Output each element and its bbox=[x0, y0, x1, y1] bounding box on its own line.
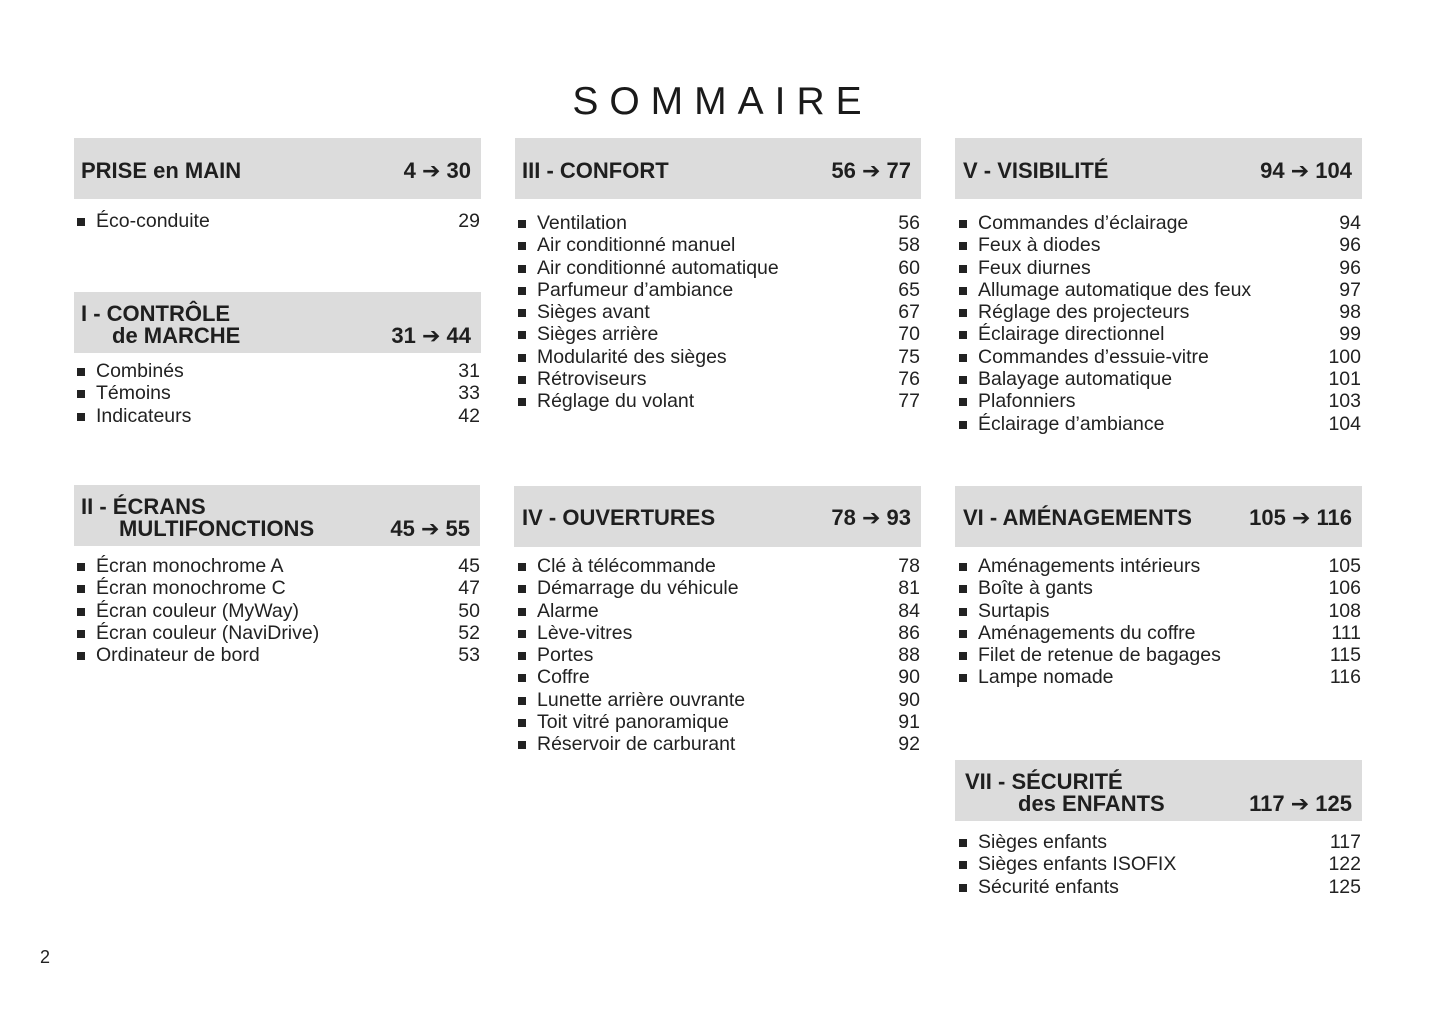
section-page-range: 117 ➔ 125 bbox=[1249, 791, 1352, 816]
list-item[interactable]: Plafonniers 103 bbox=[956, 390, 1361, 412]
section-title: VI - AMÉNAGEMENTS bbox=[963, 505, 1192, 530]
list-item[interactable]: Allumage automatique des feux 97 bbox=[956, 279, 1361, 301]
square-bullet-icon bbox=[959, 652, 967, 660]
list-item[interactable]: Indicateurs 42 bbox=[74, 405, 480, 427]
section-page-range: 78 ➔ 93 bbox=[831, 505, 911, 530]
section-list-ecrans-multifonctions bbox=[74, 555, 480, 666]
square-bullet-icon bbox=[518, 287, 526, 295]
section-page-range: 56 ➔ 77 bbox=[831, 158, 911, 183]
square-bullet-icon bbox=[518, 220, 526, 228]
list-item[interactable]: Balayage automatique 101 bbox=[956, 368, 1361, 390]
square-bullet-icon bbox=[518, 265, 526, 273]
list-item[interactable]: Coffre 90 bbox=[515, 666, 920, 688]
section-page-range: 105 ➔ 116 bbox=[1249, 505, 1352, 530]
list-item[interactable]: Écran couleur (MyWay) 50 bbox=[74, 600, 480, 622]
list-item[interactable]: Toit vitré panoramique 91 bbox=[515, 711, 920, 733]
section-header-controle-de-marche[interactable] bbox=[74, 292, 481, 353]
list-item[interactable]: Écran couleur (NaviDrive) 52 bbox=[74, 622, 480, 644]
section-title: III - CONFORT bbox=[522, 158, 669, 183]
square-bullet-icon bbox=[518, 331, 526, 339]
list-item[interactable]: Feux à diodes 96 bbox=[956, 234, 1361, 256]
square-bullet-icon bbox=[518, 719, 526, 727]
list-item[interactable]: Rétroviseurs 76 bbox=[515, 368, 920, 390]
square-bullet-icon bbox=[518, 608, 526, 616]
list-item[interactable]: Sièges arrière 70 bbox=[515, 323, 920, 345]
section-list-amenagements bbox=[956, 555, 1361, 689]
section-title-line2: de MARCHE bbox=[112, 323, 241, 348]
square-bullet-icon bbox=[518, 309, 526, 317]
list-item[interactable]: Aménagements du coffre 111 bbox=[956, 622, 1361, 644]
square-bullet-icon bbox=[959, 563, 967, 571]
list-item[interactable]: Éclairage d’ambiance 104 bbox=[956, 413, 1361, 435]
list-item[interactable]: Parfumeur d’ambiance 65 bbox=[515, 279, 920, 301]
square-bullet-icon bbox=[518, 242, 526, 250]
square-bullet-icon bbox=[518, 741, 526, 749]
square-bullet-icon bbox=[518, 674, 526, 682]
list-item[interactable]: Écran monochrome C 47 bbox=[74, 577, 480, 599]
section-list-controle-de-marche bbox=[74, 360, 480, 427]
square-bullet-icon bbox=[959, 354, 967, 362]
square-bullet-icon bbox=[77, 368, 85, 376]
page-number: 2 bbox=[40, 947, 51, 967]
square-bullet-icon bbox=[518, 585, 526, 593]
section-title-line1: VII - SÉCURITÉ bbox=[965, 769, 1123, 794]
section-header-ecrans-multifonctions[interactable] bbox=[74, 485, 480, 546]
list-item[interactable]: Éco-conduite 29 bbox=[74, 210, 480, 232]
list-item[interactable]: Alarme 84 bbox=[515, 600, 920, 622]
square-bullet-icon bbox=[959, 309, 967, 317]
list-item[interactable]: Lampe nomade 116 bbox=[956, 666, 1361, 688]
square-bullet-icon bbox=[77, 563, 85, 571]
square-bullet-icon bbox=[959, 421, 967, 429]
square-bullet-icon bbox=[518, 652, 526, 660]
square-bullet-icon bbox=[518, 563, 526, 571]
square-bullet-icon bbox=[959, 630, 967, 638]
list-item[interactable]: Filet de retenue de bagages 115 bbox=[956, 644, 1361, 666]
square-bullet-icon bbox=[77, 218, 85, 226]
list-item[interactable]: Sièges avant 67 bbox=[515, 301, 920, 323]
square-bullet-icon bbox=[959, 265, 967, 273]
list-item[interactable]: Feux diurnes 96 bbox=[956, 257, 1361, 279]
section-title: V - VISIBILITÉ bbox=[963, 158, 1109, 183]
list-item[interactable]: Réservoir de carburant 92 bbox=[515, 733, 920, 755]
list-item[interactable]: Modularité des sièges 75 bbox=[515, 346, 920, 368]
square-bullet-icon bbox=[77, 585, 85, 593]
section-title-line2: des ENFANTS bbox=[1018, 791, 1165, 816]
section-header-amenagements[interactable] bbox=[955, 486, 1362, 547]
list-item[interactable]: Air conditionné automatique 60 bbox=[515, 257, 920, 279]
list-item[interactable]: Écran monochrome A 45 bbox=[74, 555, 480, 577]
list-item[interactable]: Air conditionné manuel 58 bbox=[515, 234, 920, 256]
square-bullet-icon bbox=[959, 884, 967, 892]
square-bullet-icon bbox=[959, 376, 967, 384]
square-bullet-icon bbox=[77, 652, 85, 660]
list-item[interactable]: Clé à télécommande 78 bbox=[515, 555, 920, 577]
list-item[interactable]: Boîte à gants 106 bbox=[956, 577, 1361, 599]
list-item[interactable]: Réglage des projecteurs 98 bbox=[956, 301, 1361, 323]
list-item[interactable]: Témoins 33 bbox=[74, 382, 480, 404]
section-header-confort[interactable] bbox=[515, 138, 921, 199]
section-list-securite-des-enfants bbox=[956, 831, 1361, 898]
list-item[interactable]: Surtapis 108 bbox=[956, 600, 1361, 622]
square-bullet-icon bbox=[518, 697, 526, 705]
section-page-range: 45 ➔ 55 bbox=[390, 516, 470, 541]
list-item[interactable]: Sécurité enfants 125 bbox=[956, 876, 1361, 898]
section-list-ouvertures bbox=[515, 555, 920, 756]
list-item[interactable]: Commandes d’éclairage 94 bbox=[956, 212, 1361, 234]
list-item[interactable]: Portes 88 bbox=[515, 644, 920, 666]
square-bullet-icon bbox=[77, 413, 85, 421]
square-bullet-icon bbox=[77, 630, 85, 638]
square-bullet-icon bbox=[959, 608, 967, 616]
section-page-range: 4 ➔ 30 bbox=[403, 158, 471, 183]
square-bullet-icon bbox=[518, 354, 526, 362]
square-bullet-icon bbox=[77, 608, 85, 616]
section-title-line1: II - ÉCRANS bbox=[81, 494, 206, 519]
list-item[interactable]: Ordinateur de bord 53 bbox=[74, 644, 480, 666]
list-item[interactable]: Lunette arrière ouvrante 90 bbox=[515, 689, 920, 711]
section-header-prise-en-main[interactable] bbox=[74, 138, 481, 199]
section-page-range: 31 ➔ 44 bbox=[391, 323, 471, 348]
list-item[interactable]: Sièges enfants ISOFIX 122 bbox=[956, 853, 1361, 875]
list-item[interactable]: Réglage du volant 77 bbox=[515, 390, 920, 412]
section-title: IV - OUVERTURES bbox=[522, 505, 716, 530]
list-item[interactable]: Lève-vitres 86 bbox=[515, 622, 920, 644]
square-bullet-icon bbox=[959, 242, 967, 250]
square-bullet-icon bbox=[959, 220, 967, 228]
square-bullet-icon bbox=[959, 287, 967, 295]
square-bullet-icon bbox=[518, 630, 526, 638]
section-title-line1: I - CONTRÔLE bbox=[81, 301, 231, 326]
section-page-range: 94 ➔ 104 bbox=[1260, 158, 1352, 183]
list-item[interactable]: Démarrage du véhicule 81 bbox=[515, 577, 920, 599]
section-header-securite-des-enfants[interactable] bbox=[955, 760, 1362, 821]
list-item[interactable]: Sièges enfants 117 bbox=[956, 831, 1361, 853]
square-bullet-icon bbox=[518, 376, 526, 384]
list-item[interactable]: Commandes d’essuie-vitre 100 bbox=[956, 346, 1361, 368]
square-bullet-icon bbox=[959, 839, 967, 847]
square-bullet-icon bbox=[959, 674, 967, 682]
list-item[interactable]: Combinés 31 bbox=[74, 360, 480, 382]
square-bullet-icon bbox=[959, 861, 967, 869]
square-bullet-icon bbox=[959, 331, 967, 339]
section-list-prise-en-main bbox=[74, 210, 480, 232]
list-item[interactable]: Éclairage directionnel 99 bbox=[956, 323, 1361, 345]
section-title-line2: MULTIFONCTIONS bbox=[119, 516, 315, 541]
square-bullet-icon bbox=[959, 585, 967, 593]
section-list-visibilite bbox=[956, 212, 1361, 435]
section-header-ouvertures[interactable] bbox=[514, 486, 921, 547]
list-item[interactable]: Ventilation 56 bbox=[515, 212, 920, 234]
square-bullet-icon bbox=[518, 398, 526, 406]
page-title: SOMMAIRE bbox=[572, 80, 873, 123]
list-item[interactable]: Aménagements intérieurs 105 bbox=[956, 555, 1361, 577]
square-bullet-icon bbox=[959, 398, 967, 406]
section-title: PRISE en MAIN bbox=[81, 158, 242, 183]
section-list-confort bbox=[515, 212, 920, 413]
square-bullet-icon bbox=[77, 390, 85, 398]
section-header-visibilite[interactable] bbox=[955, 138, 1362, 199]
